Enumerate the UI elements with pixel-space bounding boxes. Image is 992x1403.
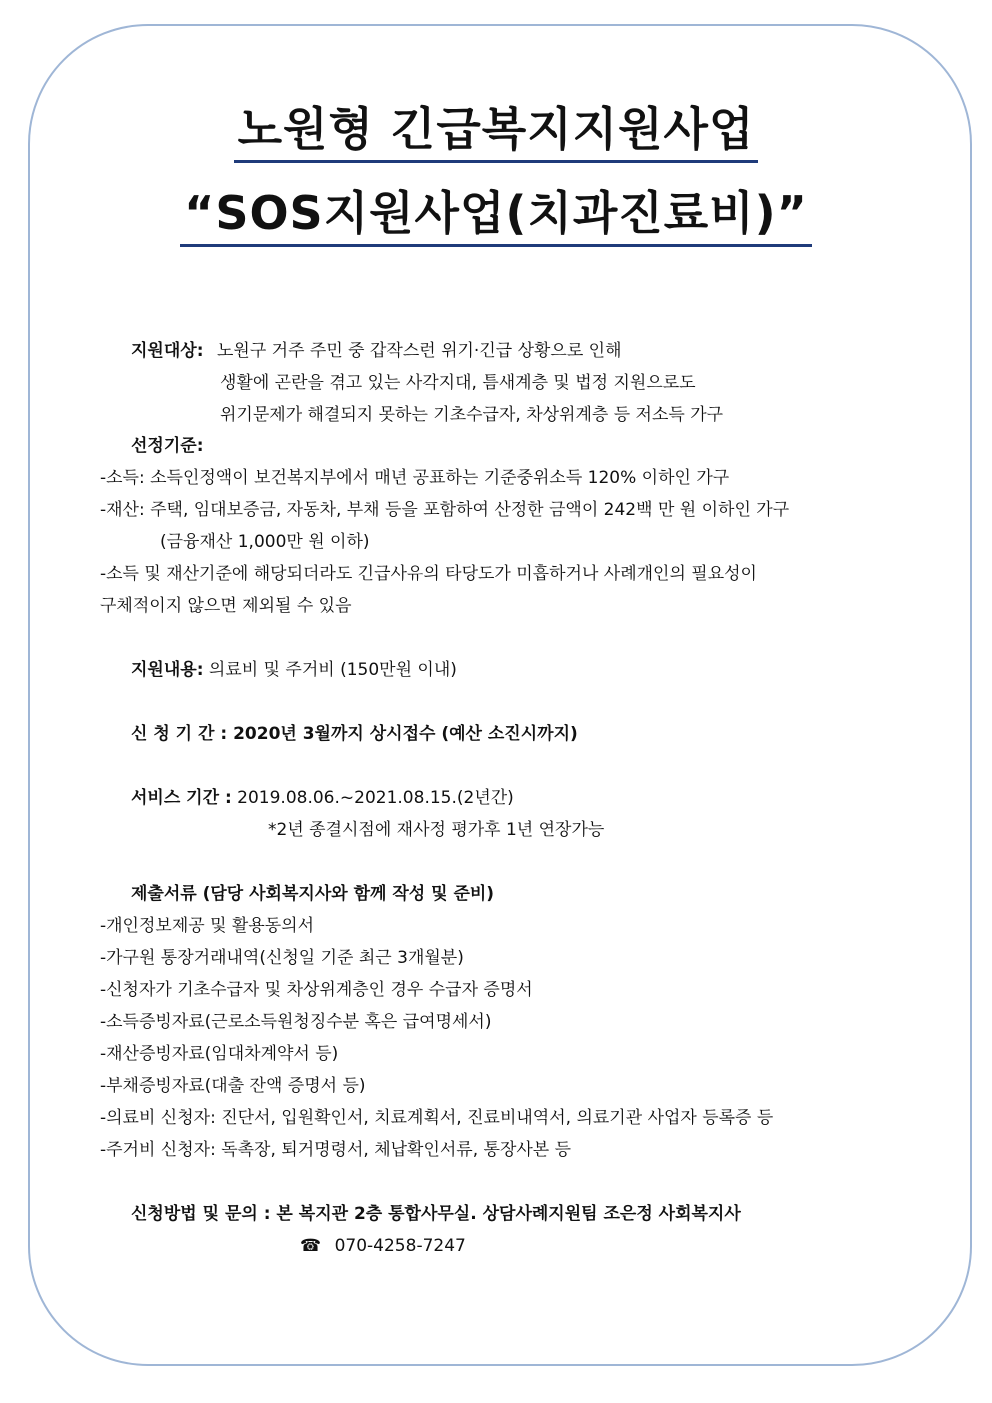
- content-label: 지원내용:: [131, 660, 204, 680]
- target-line-2: 생활에 곤란을 겪고 있는 사각지대, 틈새계층 및 법정 지원으로도: [220, 373, 696, 393]
- service-label: 서비스 기간 :: [131, 788, 232, 808]
- phone-icon: ☎: [300, 1236, 322, 1256]
- target-label: 지원대상:: [131, 341, 204, 361]
- title-line-2: “SOS지원사업(치과진료비)”: [180, 184, 812, 247]
- service-row: [131, 787, 514, 809]
- content-row: [131, 659, 457, 681]
- criteria-line-4: -소득 및 재산기준에 해당되더라도 긴급사유의 타당도가 미흡하거나 사례개인의 필요성이: [100, 564, 757, 584]
- criteria-label: 선정기준:: [131, 436, 204, 456]
- criteria-line-1: -소득: 소득인정액이 보건복지부에서 매년 공표하는 기준중위소득 120% 이하인 가구: [100, 468, 730, 488]
- service-note: *2년 종결시점에 재사정 평가후 1년 연장가능: [268, 820, 605, 840]
- service-value: 2019.08.06.~2021.08.15.(2년간): [237, 788, 514, 808]
- apply-period: 신 청 기 간 : 2020년 3월까지 상시접수 (예산 소진시까지): [131, 724, 578, 744]
- target-line-3: 위기문제가 해결되지 못하는 기초수급자, 차상위계층 등 저소득 가구: [220, 405, 724, 425]
- contact-info: 신청방법 및 문의 : 본 복지관 2층 통합사무실. 상담사례지원팀 조은정 사회복지사: [131, 1204, 741, 1224]
- document-item: -개인정보제공 및 활용동의서: [100, 916, 315, 936]
- documents-label: 제출서류 (담당 사회복지사와 함께 작성 및 준비): [131, 884, 495, 904]
- document-item: -의료비 신청자: 진단서, 입원확인서, 치료계획서, 진료비내역서, 의료기관 사업자 등록증 등: [100, 1108, 774, 1128]
- criteria-line-2: -재산: 주택, 임대보증금, 자동차, 부채 등을 포함하여 산정한 금액이 242백 만 원 이하인 가구: [100, 500, 790, 520]
- title-line-1: 노원형 긴급복지지원사업: [234, 100, 759, 163]
- title-line-1-wrap: [0, 100, 992, 163]
- criteria-line-3: (금융재산 1,000만 원 이하): [160, 532, 370, 552]
- phone-number: 070-4258-7247: [334, 1236, 466, 1256]
- document-item: -주거비 신청자: 독촉장, 퇴거명령서, 체납확인서류, 통장사본 등: [100, 1140, 572, 1160]
- criteria-line-5: 구체적이지 않으면 제외될 수 있음: [100, 596, 352, 616]
- target-line-1: 노원구 거주 주민 중 갑작스런 위기·긴급 상황으로 인해: [217, 341, 622, 361]
- phone-row: [300, 1235, 466, 1257]
- content-value: 의료비 및 주거비 (150만원 이내): [208, 660, 457, 680]
- document-item: -가구원 통장거래내역(신청일 기준 최근 3개월분): [100, 948, 464, 968]
- title-line-2-wrap: [0, 184, 992, 247]
- document-item: -소득증빙자료(근로소득원청징수분 혹은 급여명세서): [100, 1012, 492, 1032]
- document-item: -부채증빙자료(대출 잔액 증명서 등): [100, 1076, 366, 1096]
- document-item: -재산증빙자료(임대차계약서 등): [100, 1044, 339, 1064]
- document-item: -신청자가 기초수급자 및 차상위계층인 경우 수급자 증명서: [100, 980, 533, 1000]
